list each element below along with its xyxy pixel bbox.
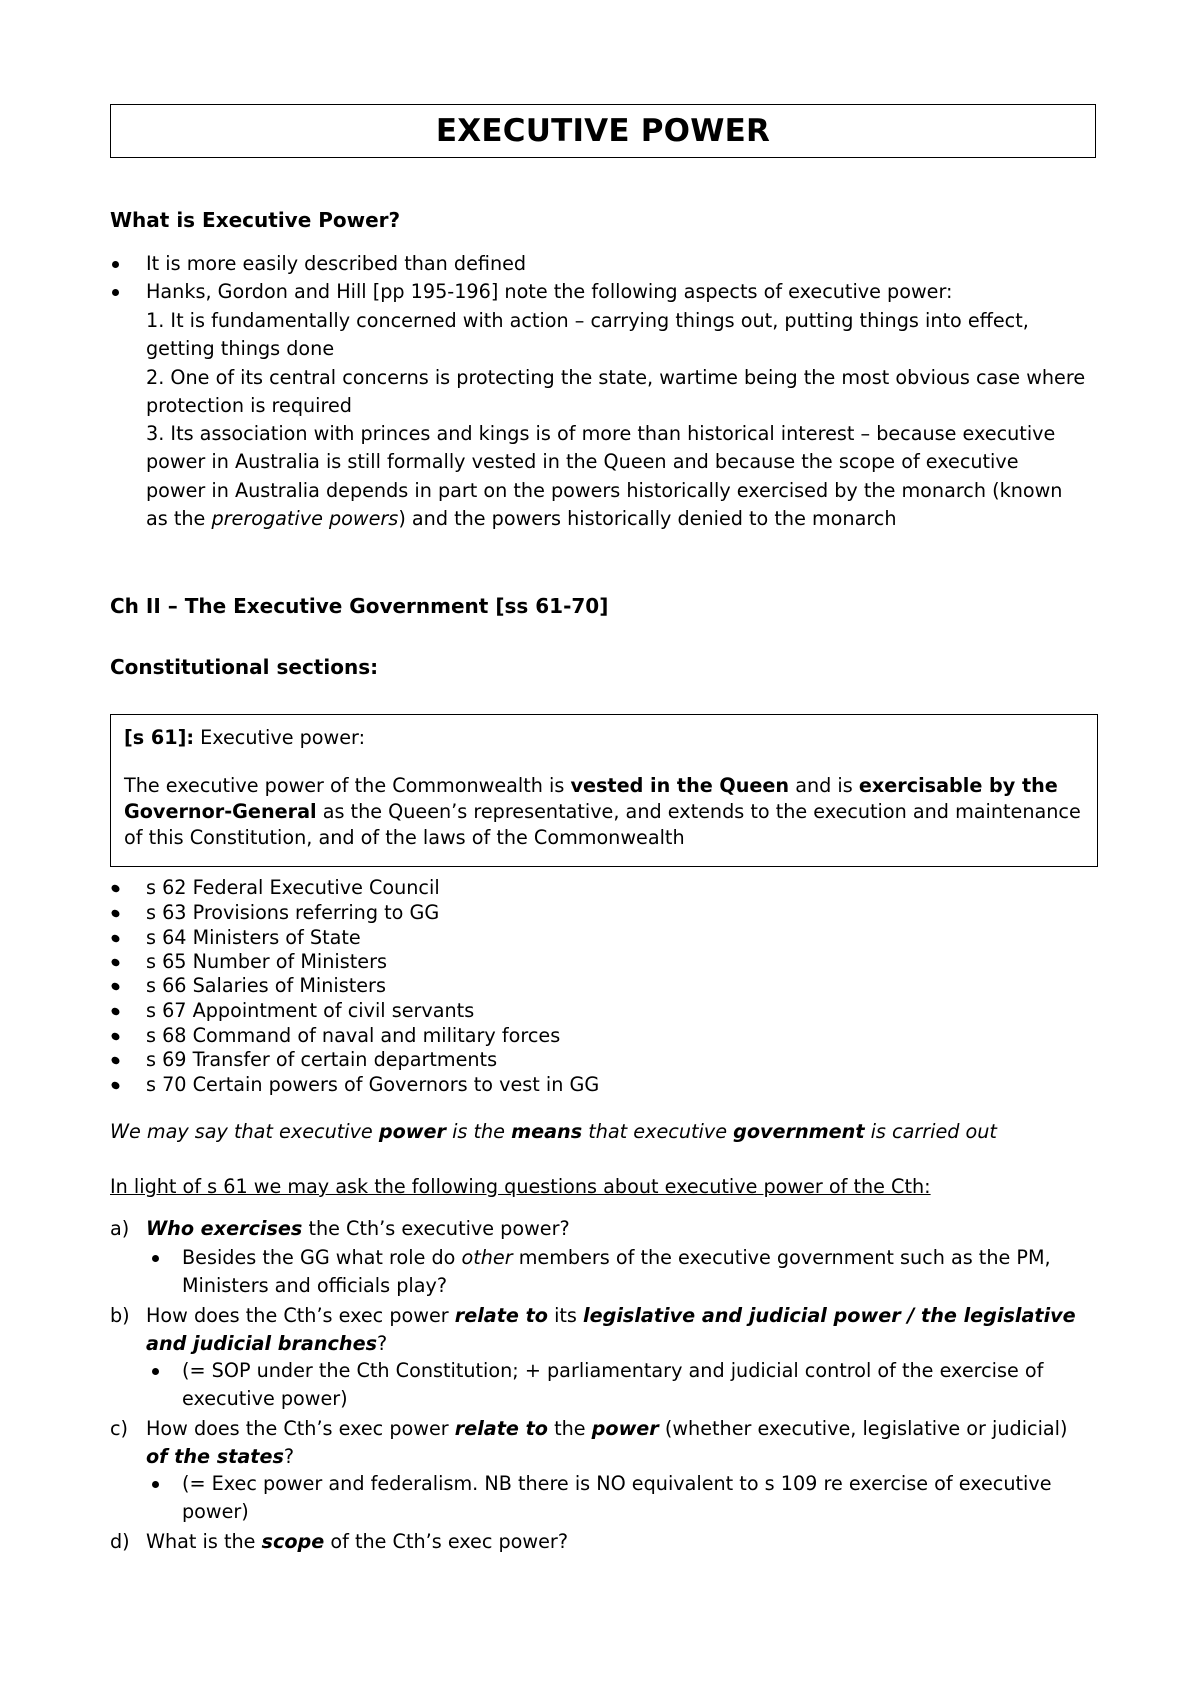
question-b-text-2: its (547, 1304, 584, 1327)
question-a (146, 1215, 1086, 1243)
question-a-label: a) (110, 1217, 130, 1240)
intro-point-3-text-b: ) and the powers historically denied to the monarch (398, 507, 897, 531)
question-b-bold-1: relate to (454, 1304, 548, 1327)
chapter-heading: Ch II – The Executive Government [ss 61-70] (110, 594, 609, 618)
question-c-bold-2: power (591, 1417, 659, 1440)
question-d (146, 1528, 1086, 1556)
list-item: s 65 Number of Ministers (146, 950, 387, 973)
question-b-label: b) (110, 1304, 130, 1327)
question-b-text-3: ? (377, 1332, 388, 1355)
question-c-text-2: the (547, 1417, 592, 1440)
list-item: s 64 Ministers of State (146, 926, 361, 949)
question-c-text-3: (whether executive, legislative or judicial) (658, 1417, 1068, 1440)
question-d-label: d) (110, 1530, 130, 1553)
question-d-text-2: of the Cth’s exec power? (324, 1530, 568, 1553)
question-b-bold-2: legislative and judicial power / the legislative and judicial branches (146, 1304, 1076, 1355)
question-b (146, 1302, 1086, 1358)
question-a-sub-text-1: Besides the GG what role do (182, 1246, 462, 1269)
question-c-sub: (= Exec power and federalism. NB there is NO equivalent to s 109 re exercise of executive power) (182, 1472, 1052, 1523)
summary-bold-2: means (511, 1120, 583, 1143)
question-b-text-1: How does the Cth’s exec power (146, 1304, 455, 1327)
s61-text-3: as the Queen’s representative, and extends to the execution and maintenance of this Constitution, and of the laws of the Commonwealth (124, 800, 1081, 849)
bullet-icon (112, 289, 119, 296)
sections-heading: Constitutional sections: (110, 655, 379, 679)
intro-point-3 (146, 420, 1081, 534)
bullet-icon (110, 957, 121, 968)
prerogative-powers-term: prerogative powers (211, 507, 399, 531)
intro-bullet-2: Hanks, Gordon and Hill [pp 195-196] note the following aspects of executive power: (146, 280, 953, 303)
s61-text (124, 773, 1084, 851)
bullet-icon (110, 981, 121, 992)
question-a-bold: Who exercises (146, 1217, 303, 1240)
summary-bold-3: government (733, 1120, 865, 1143)
bullet-icon (110, 1080, 121, 1091)
list-item: s 70 Certain powers of Governors to vest in GG (146, 1073, 600, 1096)
bullet-icon (152, 1368, 159, 1375)
question-d-text-1: What is the (146, 1530, 262, 1553)
bullet-icon (152, 1481, 159, 1488)
list-item: s 68 Command of naval and military forces (146, 1024, 561, 1047)
s61-box (110, 714, 1098, 867)
list-item: s 63 Provisions referring to GG (146, 901, 440, 924)
question-a-text: the Cth’s executive power? (302, 1217, 570, 1240)
intro-bullet-1: It is more easily described than defined (146, 252, 527, 275)
intro-point-2: 2. One of its central concerns is protecting the state, wartime being the most obvious case where protection is required (146, 366, 1086, 418)
title-box (110, 104, 1096, 158)
s61-content (124, 725, 1084, 851)
list-item: s 62 Federal Executive Council (146, 876, 440, 899)
question-c-label: c) (110, 1417, 129, 1440)
question-a-sub (182, 1244, 1082, 1300)
question-a-sub-em: other (461, 1246, 513, 1269)
bullet-icon (110, 1055, 121, 1066)
list-item: s 67 Appointment of civil servants (146, 999, 475, 1022)
page-title: EXECUTIVE POWER (435, 113, 771, 149)
bullet-icon (112, 261, 119, 268)
s61-title (124, 725, 1084, 751)
bullet-icon (152, 1255, 159, 1262)
summary-line (110, 1118, 1100, 1146)
bullet-icon (110, 883, 121, 894)
s61-bold-1: vested in the Queen (570, 774, 790, 797)
summary-bold-1: power (378, 1120, 446, 1143)
summary-text-2: is the (445, 1120, 512, 1143)
bullet-icon (110, 1031, 121, 1042)
summary-text-3: that executive (582, 1120, 734, 1143)
bullet-icon (110, 933, 121, 944)
intro-point-1: 1. It is fundamentally concerned with action – carrying things out, putting things into effect, getting things done (146, 309, 1029, 361)
question-b-sub: (= SOP under the Cth Constitution; + parliamentary and judicial control of the exercise of executive power) (182, 1359, 1044, 1410)
question-d-bold: scope (261, 1530, 325, 1553)
s61-bold-2: exercisable by the Governor-General (124, 774, 1058, 823)
bullet-icon (110, 908, 121, 919)
summary-text-4: is carried out (864, 1120, 997, 1143)
s61-text-1: The executive power of the Commonwealth is (124, 774, 571, 797)
question-c-text-1: How does the Cth’s exec power (146, 1417, 455, 1440)
questions-intro: In light of s 61 we may ask the following questions about executive power of the Cth: (110, 1175, 931, 1198)
intro-heading: What is Executive Power? (110, 208, 401, 232)
list-item: s 69 Transfer of certain departments (146, 1048, 498, 1071)
s61-label-rest: Executive power: (194, 726, 366, 749)
question-c-bold-3: of the states (146, 1445, 284, 1468)
question-c (146, 1415, 1086, 1471)
s61-label: [s 61]: (124, 726, 195, 749)
question-c-bold-1: relate to (454, 1417, 548, 1440)
list-item: s 66 Salaries of Ministers (146, 974, 386, 997)
intro-point-3-text-a: 3. Its association with princes and kings is of more than historical interest – because executive power in Australia is still formally vested in the Queen and because the scope of executive power in Australia depends in part on the powers historically exercised by the monarch (known as the (146, 422, 1063, 531)
summary-text-1: We may say that executive (110, 1120, 379, 1143)
question-a-sub-text-2: members of the executive government such as the PM, Ministers and officials play? (182, 1246, 1051, 1297)
s61-text-2: and is (789, 774, 859, 797)
question-c-text-4: ? (283, 1445, 295, 1468)
bullet-icon (110, 1006, 121, 1017)
